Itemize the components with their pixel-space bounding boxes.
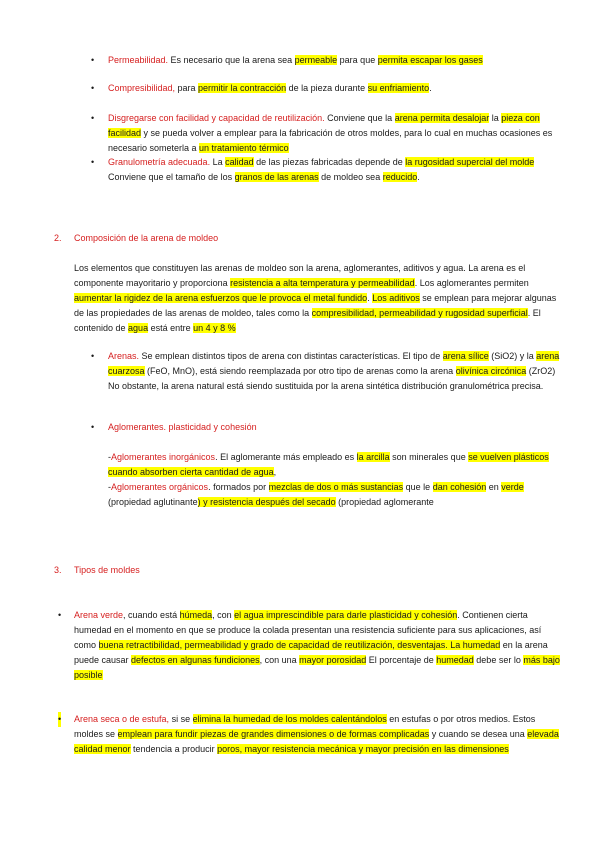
- highlighted-text: mayor porosidad: [299, 655, 367, 665]
- highlighted-text: aumentar la rigidez de la arena esfuerzos que le provoca el metal fundido: [74, 293, 368, 303]
- text-run: , con una: [259, 655, 300, 665]
- text-run: de moldeo sea: [318, 172, 383, 182]
- text-run: debe ser lo: [473, 655, 524, 665]
- property-permeabilidad: [108, 53, 560, 68]
- highlighted-text: arena sílice: [442, 351, 489, 361]
- bullet-marker: •: [91, 55, 95, 65]
- text-run: la: [489, 113, 502, 123]
- highlighted-text: poros, mayor resistencia mecánica y mayor precisión en las dimensiones: [217, 744, 509, 754]
- text-run: de la pieza durante: [286, 83, 368, 93]
- text-run: y se pueda volver a emplear para la fabricación de otros moldes, para lo cual en muchas ocasiones es necesario someterla a: [108, 128, 553, 153]
- text-run: . Contienen cierta humedad en el momento en que se produce la colada presentan una resistencia suficiente para sus aplicaciones, así como: [74, 610, 542, 650]
- text-run: (ZrO2) No obstante, la arena natural está siendo sustituida por la arena sintética distribución granulométrica precisa.: [108, 366, 556, 391]
- red-term: Aglomerantes inorgánicos: [111, 452, 216, 462]
- highlighted-text: su enfriamiento: [367, 83, 430, 93]
- highlighted-text: granos de las arenas: [234, 172, 319, 182]
- property-disgregarse: [108, 111, 560, 156]
- highlighted-text: pieza con facilidad: [108, 113, 540, 138]
- highlighted-text: emplean para fundir piezas de grandes dimensiones o de formas complicadas: [117, 729, 430, 739]
- text-run: tendencia a producir: [130, 744, 218, 754]
- text-run: .: [367, 293, 373, 303]
- highlighted-text: agua: [128, 323, 149, 333]
- composition-paragraph: [74, 261, 564, 336]
- red-term: Granulometría adecuada.: [108, 157, 211, 167]
- text-run: que le: [403, 482, 433, 492]
- text-run: en la arena puede causar: [74, 640, 548, 665]
- text-run: . formados por: [208, 482, 269, 492]
- highlighted-text: húmeda: [179, 610, 213, 620]
- text-run: y cuando se desea una: [429, 729, 528, 739]
- text-run: para: [175, 83, 199, 93]
- text-run: son minerales que: [389, 452, 469, 462]
- highlighted-text: humedad: [436, 655, 474, 665]
- aglomerantes-inorganicos: [108, 450, 560, 480]
- text-run: en estufas o por otros medios. Estos moldes se: [74, 714, 536, 739]
- highlighted-text: olivínica circónica: [455, 366, 527, 376]
- highlighted-text: arena cuarzosa: [108, 351, 560, 376]
- text-run: . El contenido de: [74, 308, 541, 333]
- text-run: Conviene que el tamaño de los: [108, 172, 235, 182]
- aglomerantes-heading: Aglomerantes. plasticidad y cohesión: [108, 422, 257, 432]
- property-granulometria: [108, 155, 560, 185]
- text-run: . El aglomerante más empleado es: [215, 452, 357, 462]
- highlighted-text: elimina la humedad de los moldes calentándolos: [192, 714, 387, 724]
- text-run: (propiedad aglomerante: [335, 497, 434, 507]
- highlighted-text: compresibilidad, permeabilidad y rugosidad superficial: [311, 308, 528, 318]
- text-run: si se: [169, 714, 193, 724]
- highlighted-text: mezclas de dos o más sustancias: [268, 482, 404, 492]
- text-run: (propiedad aglutinante: [108, 497, 198, 507]
- bullet-marker: •: [91, 157, 95, 167]
- highlighted-text: calidad: [225, 157, 254, 167]
- red-term: Arena verde: [74, 610, 124, 620]
- property-compresibilidad: [108, 81, 560, 96]
- arenas-paragraph: [108, 349, 560, 394]
- highlighted-text: permitir la contracción: [198, 83, 287, 93]
- highlighted-text: resistencia a alta temperatura y permeabilidad: [230, 278, 415, 288]
- red-term: Aglomerantes orgánicos: [111, 482, 209, 492]
- bullet-marker: •: [91, 351, 95, 361]
- bullet-marker: •: [58, 610, 62, 620]
- text-run: se emplean para mejorar algunas de las propiedades de las arenas de moldeo, tales como la: [74, 293, 557, 318]
- highlighted-text: elevada calidad menor: [74, 729, 559, 754]
- text-run: , con: [212, 610, 235, 620]
- highlighted-text: permita escapar los gases: [377, 55, 483, 65]
- text-run: (SiO2) y la: [488, 351, 537, 361]
- section-number: 3.: [54, 565, 62, 575]
- highlighted-text: un 4 y 8 %: [193, 323, 236, 333]
- text-run: .: [429, 83, 432, 93]
- text-run: , cuando está: [123, 610, 180, 620]
- highlighted-text: más bajo posible: [74, 655, 560, 680]
- text-run: Es necesario que la arena sea: [168, 55, 295, 65]
- section-number: 2.: [54, 233, 62, 243]
- highlighted-text: la arcilla: [356, 452, 390, 462]
- highlighted-text: ) y resistencia después del secado: [197, 497, 336, 507]
- bullet-marker: •: [91, 83, 95, 93]
- text-run: de las piezas fabricadas depende de: [253, 157, 406, 167]
- highlighted-text: arena permita desalojar: [394, 113, 490, 123]
- text-run: ,: [273, 467, 277, 477]
- text-run: para que: [337, 55, 378, 65]
- highlighted-text: permeable: [294, 55, 338, 65]
- highlighted-text: la rugosidad supercial del molde: [405, 157, 535, 167]
- text-run: . Los aglomerantes permiten: [414, 278, 529, 288]
- text-run: Conviene que la: [324, 113, 395, 123]
- highlighted-text: el agua imprescindible para darle plasticidad y cohesión: [234, 610, 458, 620]
- text-run: El porcentaje de: [366, 655, 437, 665]
- text-run: en: [486, 482, 502, 492]
- aglomerantes-organicos: [108, 480, 560, 510]
- bullet-marker: •: [91, 113, 95, 123]
- red-term: Disgregarse con facilidad y capacidad de reutilización.: [108, 113, 325, 123]
- highlighted-text: verde: [501, 482, 524, 492]
- text-run: (FeO, MnO), está siendo reemplazada por otro tipo de arenas como la arena: [144, 366, 456, 376]
- text-run: La: [210, 157, 226, 167]
- text-run: Los elementos que constituyen las arenas de moldeo son la arena, aglomerantes, aditivos y agua. La arena es el componente mayoritario y proporciona: [74, 263, 526, 288]
- molde-arena-seca: [74, 712, 564, 757]
- text-run: está entre: [148, 323, 194, 333]
- highlighted-text: defectos en algunas fundiciones: [131, 655, 260, 665]
- highlighted-text: Los aditivos: [372, 293, 420, 303]
- text-run: -: [108, 482, 111, 492]
- highlighted-text: un tratamiento térmico: [199, 143, 289, 153]
- text-run: Se emplean distintos tipos de arena con distintas características. El tipo de: [139, 351, 443, 361]
- highlighted-text: buena retractibilidad, permeabilidad y grado de capacidad de reutilización, desventajas. La humedad: [98, 640, 501, 650]
- text-run: .: [417, 172, 420, 182]
- section-heading: Composición de la arena de moldeo: [74, 233, 219, 243]
- bullet-marker: •: [91, 422, 95, 432]
- red-term: Arena seca o de estufa,: [74, 714, 170, 724]
- bullet-marker: •: [58, 712, 61, 727]
- molde-arena-verde: [74, 608, 564, 683]
- red-term: Arenas.: [108, 351, 140, 361]
- section-heading: Tipos de moldes: [74, 565, 140, 575]
- red-term: Permeabilidad.: [108, 55, 169, 65]
- red-term: Compresibilidad,: [108, 83, 176, 93]
- highlighted-text: dan cohesión: [432, 482, 487, 492]
- highlighted-text: se vuelven plásticos cuando absorben cierta cantidad de agua: [108, 452, 549, 477]
- text-run: -: [108, 452, 111, 462]
- highlighted-text: reducido: [382, 172, 418, 182]
